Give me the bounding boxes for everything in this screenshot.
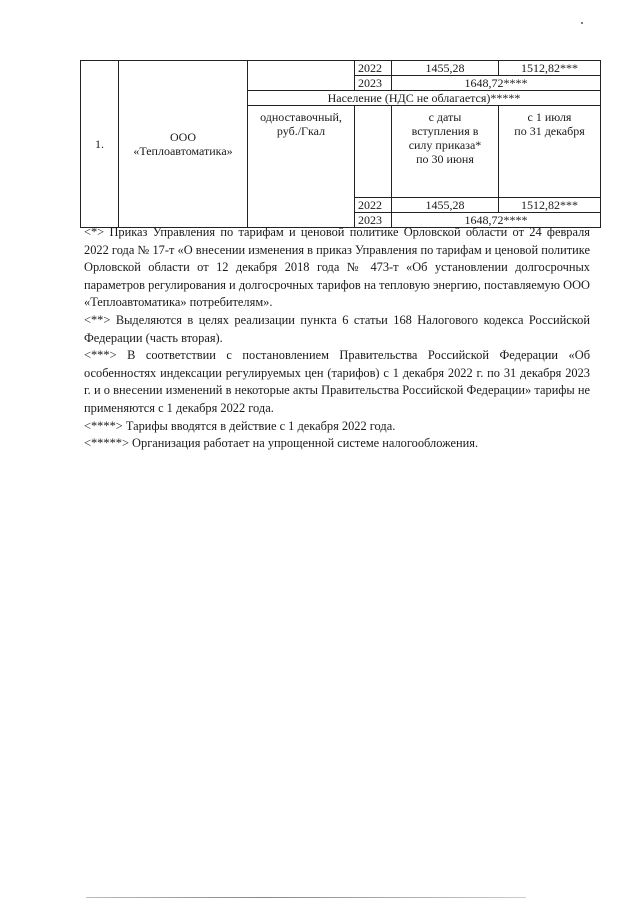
tariff-value: 1455,28 bbox=[392, 61, 499, 76]
scan-speck bbox=[581, 22, 583, 24]
blank-cell bbox=[355, 106, 392, 198]
footnote: <*> Приказ Управления по тарифам и ценовой политике Орловской области от 24 февраля 2022 года № 17-т «О внесении изменения в приказ Управления по тарифам и ценовой политике Орловской области от 12 декабря 2018 года № 473-т «Об установлении долгосрочных параметров регулирования и долгосрочных тарифов на тепловую энергию, поставляемую ООО «Теплоавтоматика» потребителям». bbox=[84, 225, 590, 310]
population-header: Население (НДС не облагается)***** bbox=[248, 91, 601, 106]
tariff-value: 1648,72**** bbox=[392, 76, 601, 91]
period-line: по 30 июня bbox=[416, 152, 474, 166]
year-cell: 2023 bbox=[355, 76, 392, 91]
footnotes bbox=[84, 224, 590, 453]
footnote: <*****> Организация работает на упрощенной системе налогообложения. bbox=[84, 436, 479, 451]
year-cell: 2022 bbox=[355, 198, 392, 213]
org-line: «Теплоавтоматика» bbox=[133, 144, 233, 158]
period-line: вступления в bbox=[411, 124, 479, 138]
tariff-value: 1455,28 bbox=[392, 198, 499, 213]
rate-type-line: руб./Гкал bbox=[276, 124, 326, 138]
blank-cell bbox=[248, 61, 355, 91]
tariff-table bbox=[80, 60, 601, 228]
table-row bbox=[81, 61, 601, 76]
tariff-value: 1512,82*** bbox=[499, 61, 601, 76]
footer-divider bbox=[86, 897, 526, 898]
period-first-half bbox=[392, 106, 499, 198]
rate-type bbox=[248, 106, 355, 228]
footnote: <***> В соответствии с постановлением Правительства Российской Федерации «Об особенностях индексации регулируемых цен (тарифов) с 1 декабря 2022 г. по 31 декабря 2023 г. и о внесении изменений в некоторые акты Правительства Российской Федерации» тарифы не применяются с 1 декабря 2022 года. bbox=[84, 348, 590, 415]
organization-name bbox=[119, 61, 248, 228]
tariff-value: 1512,82*** bbox=[499, 198, 601, 213]
row-number: 1. bbox=[81, 61, 119, 228]
period-line: с 1 июля bbox=[527, 110, 572, 124]
period-line: с даты bbox=[428, 110, 462, 124]
rate-type-line: одноставочный, bbox=[260, 110, 342, 124]
year-cell: 2022 bbox=[355, 61, 392, 76]
period-line: по 31 декабря bbox=[514, 124, 585, 138]
footnote: <****> Тарифы вводятся в действие с 1 декабря 2022 года. bbox=[84, 418, 396, 433]
org-line: ООО bbox=[170, 130, 196, 144]
footnote: <**> Выделяются в целях реализации пункта 6 статьи 168 Налогового кодекса Российской Федерации (часть вторая). bbox=[84, 312, 590, 345]
period-second-half bbox=[499, 106, 601, 198]
year-cell: 2023 bbox=[355, 213, 392, 228]
period-line: силу приказа* bbox=[408, 138, 482, 152]
tariff-value: 1648,72**** bbox=[392, 213, 601, 228]
